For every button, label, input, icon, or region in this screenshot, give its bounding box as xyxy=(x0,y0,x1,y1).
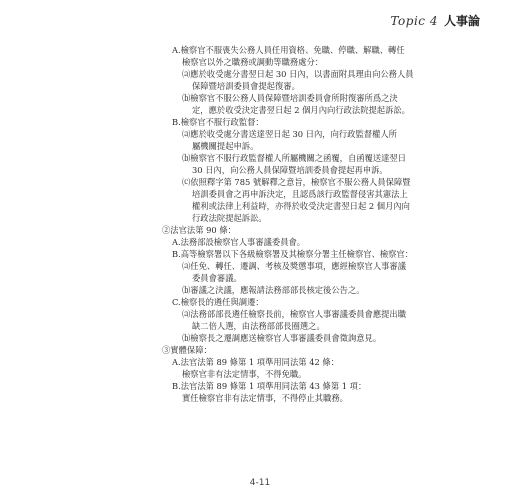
text-line: 委員會審議。 xyxy=(192,273,242,283)
text-line: 30 日內，向公務人員保障暨培訓委員會提起再申訴。 xyxy=(192,165,388,175)
text-line: B.法官法第 89 條第 1 項準用同法第 43 條第 1 項： xyxy=(172,381,367,391)
text-line: 培訓委員會之再申訴決定，且認爲該行政監督侵害其憲法上 xyxy=(192,189,408,199)
topic-label: Topic 4 xyxy=(390,14,438,28)
page-number: 4-11 xyxy=(249,478,271,488)
text-line: ⒝檢察長之遷調應送檢察官人事審議委員會徵詢意見。 xyxy=(182,333,382,343)
text-line: ⒝審議之決議，應報請法務部部長核定後公告之。 xyxy=(182,285,365,295)
text-line: 缺二倍人選，由法務部部長圈選之。 xyxy=(192,321,325,331)
text-line: 檢察官以外之職務或調動等職務處分： xyxy=(182,57,324,67)
text-line: A.法務部設檢察官人事審議委員會。 xyxy=(172,237,306,247)
text-line: 行政法院提起訴訟。 xyxy=(192,213,267,223)
text-line: B.檢察官不服行政監督： xyxy=(172,117,264,127)
chapter-title: 人事論 xyxy=(443,14,480,28)
text-line: 定，應於收受決定書翌日起 2 個月內向行政法院提起訴訟。 xyxy=(192,105,410,115)
text-line: 權利或法律上利益時，亦得於收受決定書翌日起 2 個月內向 xyxy=(192,201,410,211)
page-header xyxy=(390,12,480,29)
text-line: A.檢察官不服喪失公務人員任用資格、免職、停職、解職、轉任 xyxy=(172,45,405,55)
text-line: ⒝檢察官不服行政監督權人所屬機關之函覆，自函覆送達翌日 xyxy=(182,153,407,163)
text-line: ⒞依照釋字第 785 號解釋之意旨，檢察官不服公務人員保障暨 xyxy=(182,177,411,187)
text-line: B.高等檢察署以下各級檢察署及其檢察分署主任檢察官、檢察官： xyxy=(172,249,414,259)
text-line: 檢察官非有法定情事，不得免職。 xyxy=(182,369,307,379)
text-line: C.檢察長的遴任與調遷： xyxy=(172,297,264,307)
text-line: ⒜應於收受處分書翌日起 30 日內，以書面附具理由向公務人員 xyxy=(182,69,414,79)
text-line: 屬機關提起申訴。 xyxy=(192,141,259,151)
text-line: ②法官法第 90 條： xyxy=(162,225,236,235)
text-line: ⒜任免、轉任、遷調、考核及獎懲事項，應經檢察官人事審議 xyxy=(182,261,407,271)
text-line: A.法官法第 89 條第 1 項準用同法第 42 條： xyxy=(172,357,340,367)
text-line: ⒝檢察官不服公務人員保障暨培訓委員會所附復審所爲之決 xyxy=(182,93,398,103)
text-line: ③實體保障： xyxy=(162,345,212,355)
text-line: ⒜法務部部長遴任檢察長前，檢察官人事審議委員會應提出職 xyxy=(182,309,407,319)
text-line: ⒜應於收受處分書送達翌日起 30 日內，向行政監督權人所 xyxy=(182,129,397,139)
text-line: 保障暨培訓委員會提起復審。 xyxy=(192,81,300,91)
text-line: 實任檢察官非有法定情事，不得停止其職務。 xyxy=(182,393,348,403)
